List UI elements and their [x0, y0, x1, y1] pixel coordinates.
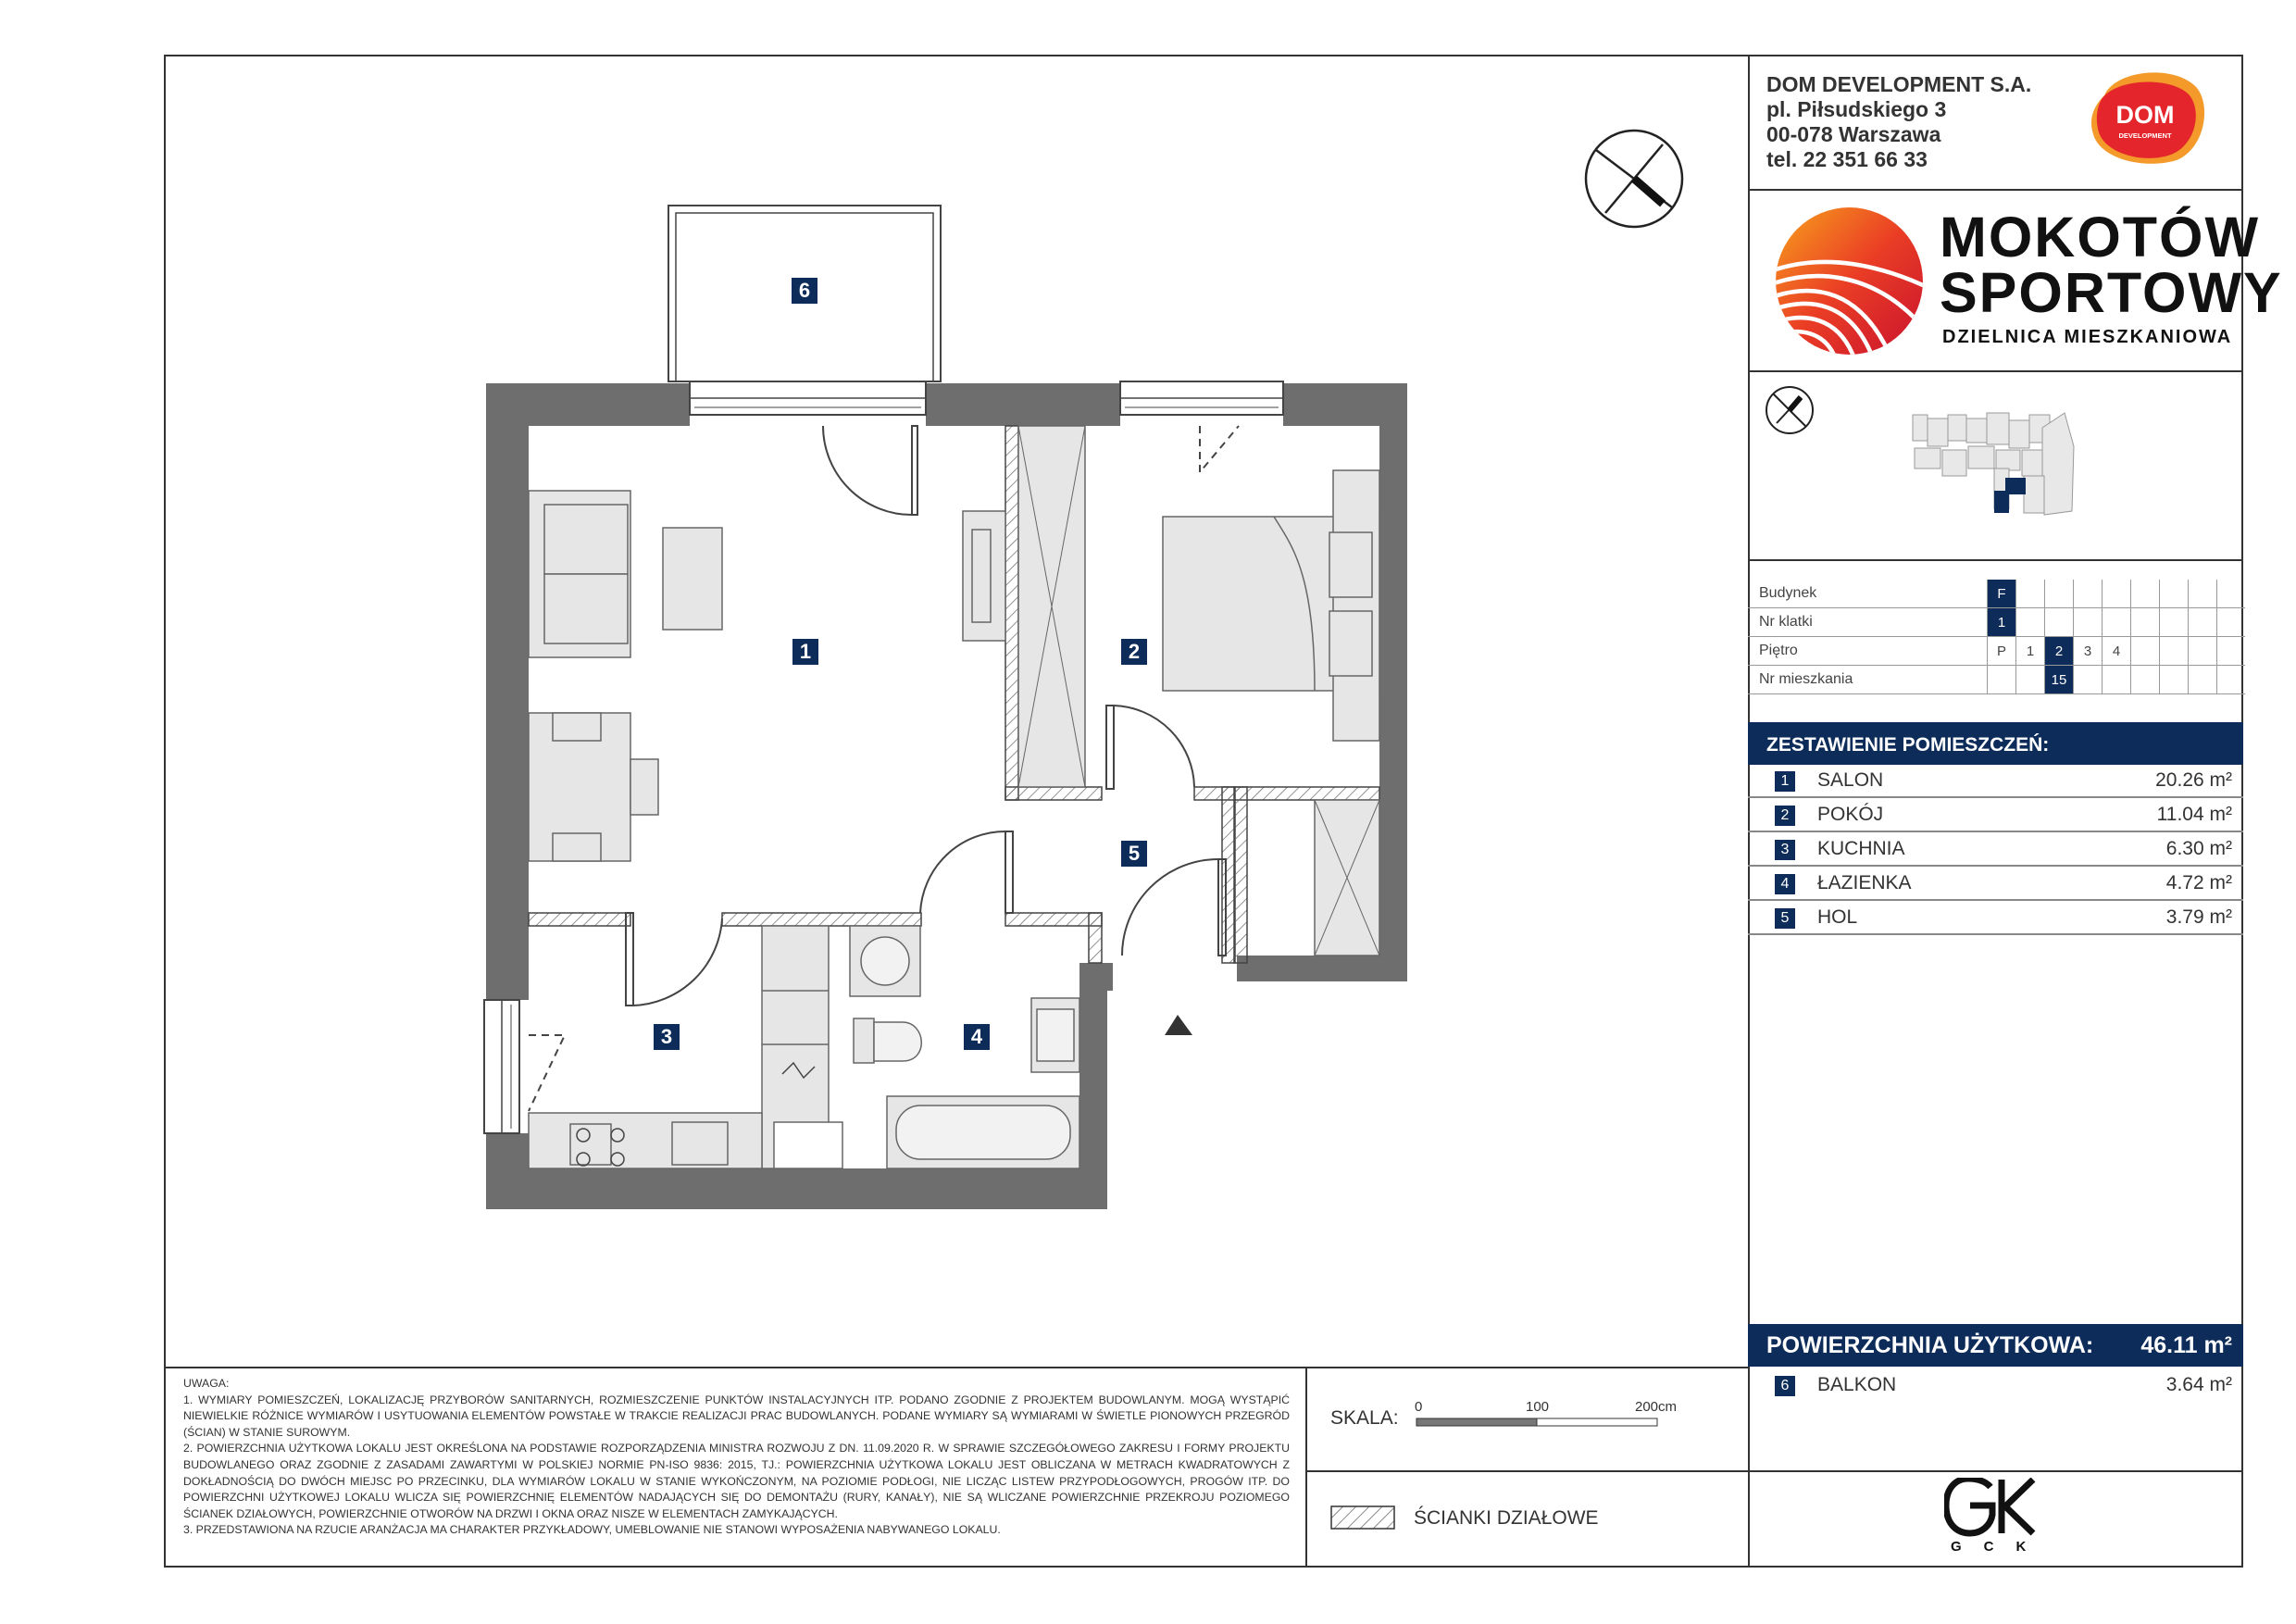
building-info-cell [2131, 608, 2160, 637]
entrance-arrow-icon [1165, 1015, 1192, 1035]
plan-tag-5: 5 [1121, 841, 1147, 867]
building-info-cell [2189, 666, 2217, 694]
building-info-label: Piętro [1748, 637, 1988, 666]
panel-divider [1748, 370, 2243, 372]
building-info-cell [2103, 666, 2131, 694]
note-item: 2. POWIERZCHNIA UŻYTKOWA LOKALU JEST OKREŚLONA NA PODSTAWIE ROZPORZĄDZENIA MINISTRA ROZWOJU Z DN. 11.09.2020 R. W SPRAWIE SZCZEGÓŁOWEGO ZAKRESU I FORMY PROJEKTU BUDOWLANEGO ORAZ ZGODNIE Z ZASADAMI ZAWARTYMI W POLSKIEJ NORMIE PN-ISO 9836: 2015, TJ.: POWIERZCHNIA UŻYTKOWA LOKALU JEST OBLICZANA W METRACH KWADRATOWYCH Z DOKŁADNOŚCIĄ DO DWÓCH MIEJSC PO PRZECINKU, DLA WYMIARÓW LOKALU W STANIE WYKOŃCZONYM, NA POZIOMIE PODŁOGI, NIE LICZĄC LISTEW PRZYPODŁOGOWYCH, PROGÓW ITP. DO POWIERZCHNI UŻYTKOWEJ LOKALU WLICZA SIĘ POWIERZCHNIĘ ELEMENTÓW NADAJĄCYCH SIĘ DO DEMONTAŻU (RURY, KANAŁY), NIE SĄ WLICZANE POWIERZCHNIE PRZEKROJU POZIOMEGO ŚCIANEK DZIAŁOWYCH, POWIERZCHNIE OTWORÓW NA DRZWI I OKNA ORAZ NISZE W ELEMENTACH ZAMYKAJĄCYCH. [183, 1442, 1290, 1520]
room-area: 3.79 m² [2165, 906, 2232, 928]
building-info-label: Budynek [1748, 580, 1988, 608]
room-name: ŁAZIENKA [1817, 872, 1912, 893]
building-info-cell [2189, 608, 2217, 637]
scale-tick-200: 200cm [1635, 1399, 1678, 1415]
partition-wall-legend-label: ŚCIANKI DZIAŁOWE [1414, 1507, 1599, 1529]
room-area: 4.72 m² [2165, 872, 2232, 893]
scale-tick-100: 100 [1526, 1399, 1550, 1415]
total-area-value: 46.11 m² [2140, 1332, 2232, 1358]
building-info-cell: 1 [1988, 608, 2016, 637]
site-keyplan [1909, 409, 2076, 520]
project-title-line2: SPORTOWY [1940, 261, 2283, 324]
plan-tag-4: 4 [964, 1024, 990, 1050]
building-info-row [1748, 637, 2245, 666]
building-info-cell: 15 [2045, 666, 2074, 694]
project-title [1940, 206, 2283, 324]
room-area: 20.26 m² [2155, 769, 2232, 791]
notes-title: UWAGA: [183, 1377, 230, 1390]
scale-tick-0: 0 [1415, 1399, 1423, 1415]
rooms-header: ZESTAWIENIE POMIESZCZEŃ: [1748, 722, 2243, 765]
building-info-cell [2103, 608, 2131, 637]
room-number: 2 [1775, 806, 1795, 826]
mokotow-logo-icon [1774, 206, 1925, 356]
building-info-cell [2189, 580, 2217, 608]
company-phone: tel. 22 351 66 33 [1766, 147, 1928, 171]
room-row [1748, 799, 2243, 832]
note-item: 3. PRZEDSTAWIONA NA RZUCIE ARANŻACJA MA CHARAKTER PRZYKŁADOWY, UMEBLOWANIE NIE STANOWI WYPOSAŻENIA NABYWANEGO LOKALU. [183, 1523, 1001, 1537]
building-info-cell [2160, 637, 2189, 666]
plan-tag-1: 1 [792, 639, 818, 665]
balcony-number: 6 [1775, 1376, 1795, 1396]
notes-divider [1305, 1367, 1307, 1568]
panel-divider [1748, 189, 2243, 191]
dom-logo-text: DOM [2115, 101, 2175, 129]
building-info-cell [2016, 580, 2045, 608]
notes-divider [164, 1367, 1748, 1368]
building-info-cell [2103, 580, 2131, 608]
balcony-name: BALKON [1817, 1374, 1897, 1395]
room-row [1748, 868, 2243, 901]
dom-development-logo [2088, 68, 2208, 165]
building-info-cell [2074, 580, 2103, 608]
building-info-cell [2131, 637, 2160, 666]
building-info-cell [2016, 608, 2045, 637]
room-area: 11.04 m² [2156, 804, 2232, 825]
building-info-cell [2045, 608, 2074, 637]
building-info-cell: 3 [2074, 637, 2103, 666]
room-name: POKÓJ [1817, 804, 1884, 825]
building-info-cell [2189, 637, 2217, 666]
legend-divider [1305, 1470, 2243, 1472]
room-row [1748, 902, 2243, 935]
gck-logo [1944, 1478, 2046, 1537]
room-number: 3 [1775, 840, 1795, 860]
building-info-cell: F [1988, 580, 2016, 608]
room-area: 6.30 m² [2165, 838, 2232, 859]
building-info-cell [2131, 666, 2160, 694]
room-name: SALON [1817, 769, 1884, 791]
scale-label: SKALA: [1330, 1407, 1399, 1429]
balcony-area: 3.64 m² [2165, 1374, 2232, 1395]
building-info-cell [2217, 666, 2246, 694]
note-item: 1. WYMIARY POMIESZCZEŃ, LOKALIZACJĘ PRZYBORÓW SANITARNYCH, ROZMIESZCZENIE PUNKTÓW INSTALACYJNYCH ITP. PODANO ZGODNIE Z PROJEKTEM BUDOWLANYM. MOGĄ WYSTĄPIĆ NIEWIELKIE RÓŻNICE WYMIARÓW I USYTUOWANIA ELEMENTÓW POWSTAŁE W TRAKCIE REALIZACJI PRAC BUDOWLANYCH. PODANE WYMIARY SĄ WYMIARAMI W ŚWIETLE PIONOWYCH PRZEGRÓD (ŚCIAN) W STANIE SUROWYM. [183, 1393, 1290, 1439]
company-address [1766, 72, 2031, 172]
balcony-row [1748, 1369, 2243, 1403]
building-info-row [1748, 580, 2245, 608]
plan-tag-6: 6 [792, 278, 817, 304]
gck-letters: GCK [1951, 1539, 2049, 1555]
partition-wall-legend-swatch [1330, 1505, 1395, 1530]
building-info-cell: 2 [2045, 637, 2074, 666]
building-info-cell: 4 [2103, 637, 2131, 666]
building-info-cell [2160, 666, 2189, 694]
building-info-cell [2217, 608, 2246, 637]
building-info-cell [2045, 580, 2074, 608]
dom-logo-subtext: DEVELOPMENT [2118, 131, 2172, 140]
room-name: KUCHNIA [1817, 838, 1905, 859]
building-info-row [1748, 666, 2245, 694]
building-info-cell [2160, 608, 2189, 637]
scale-bar [1407, 1394, 1703, 1437]
building-info-cell: 1 [2016, 637, 2045, 666]
building-info-label: Nr mieszkania [1748, 666, 1988, 694]
building-info-cell [2217, 580, 2246, 608]
room-name: HOL [1817, 906, 1858, 928]
total-area-label: POWIERZCHNIA UŻYTKOWA: [1766, 1332, 2094, 1358]
building-info-table [1748, 580, 2245, 694]
building-info-cell [2074, 666, 2103, 694]
building-info-row [1748, 608, 2245, 637]
building-info-cell [2131, 580, 2160, 608]
room-number: 4 [1775, 874, 1795, 894]
north-compass-icon [1583, 128, 1685, 230]
panel-divider [1748, 559, 2243, 561]
notes-block [183, 1376, 1290, 1539]
partition-walls [529, 426, 1379, 963]
building-info-cell [2217, 637, 2246, 666]
building-info-cell [1988, 666, 2016, 694]
room-row [1748, 833, 2243, 867]
floor-plan [463, 194, 1426, 1222]
keyplan-compass-icon [1764, 384, 1816, 436]
building-info-cell [2016, 666, 2045, 694]
company-name: DOM DEVELOPMENT S.A. [1766, 72, 2032, 96]
building-info-cell: P [1988, 637, 2016, 666]
project-title-line1: MOKOTÓW [1940, 206, 2261, 269]
kitchen-furniture [529, 926, 842, 1168]
company-city: 00-078 Warszawa [1766, 122, 1941, 146]
project-subtitle: DZIELNICA MIESZKANIOWA [1942, 327, 2233, 347]
plan-tag-3: 3 [654, 1024, 680, 1050]
bedroom-furniture [1163, 470, 1379, 956]
room-number: 1 [1775, 771, 1795, 792]
total-area-bar [1748, 1324, 2243, 1367]
room-row [1748, 765, 2243, 798]
company-street: pl. Piłsudskiego 3 [1766, 97, 1947, 121]
building-info-cell [2074, 608, 2103, 637]
plan-tag-2: 2 [1121, 639, 1147, 665]
building-info-cell [2160, 580, 2189, 608]
building-info-label: Nr klatki [1748, 608, 1988, 637]
room-number: 5 [1775, 908, 1795, 929]
